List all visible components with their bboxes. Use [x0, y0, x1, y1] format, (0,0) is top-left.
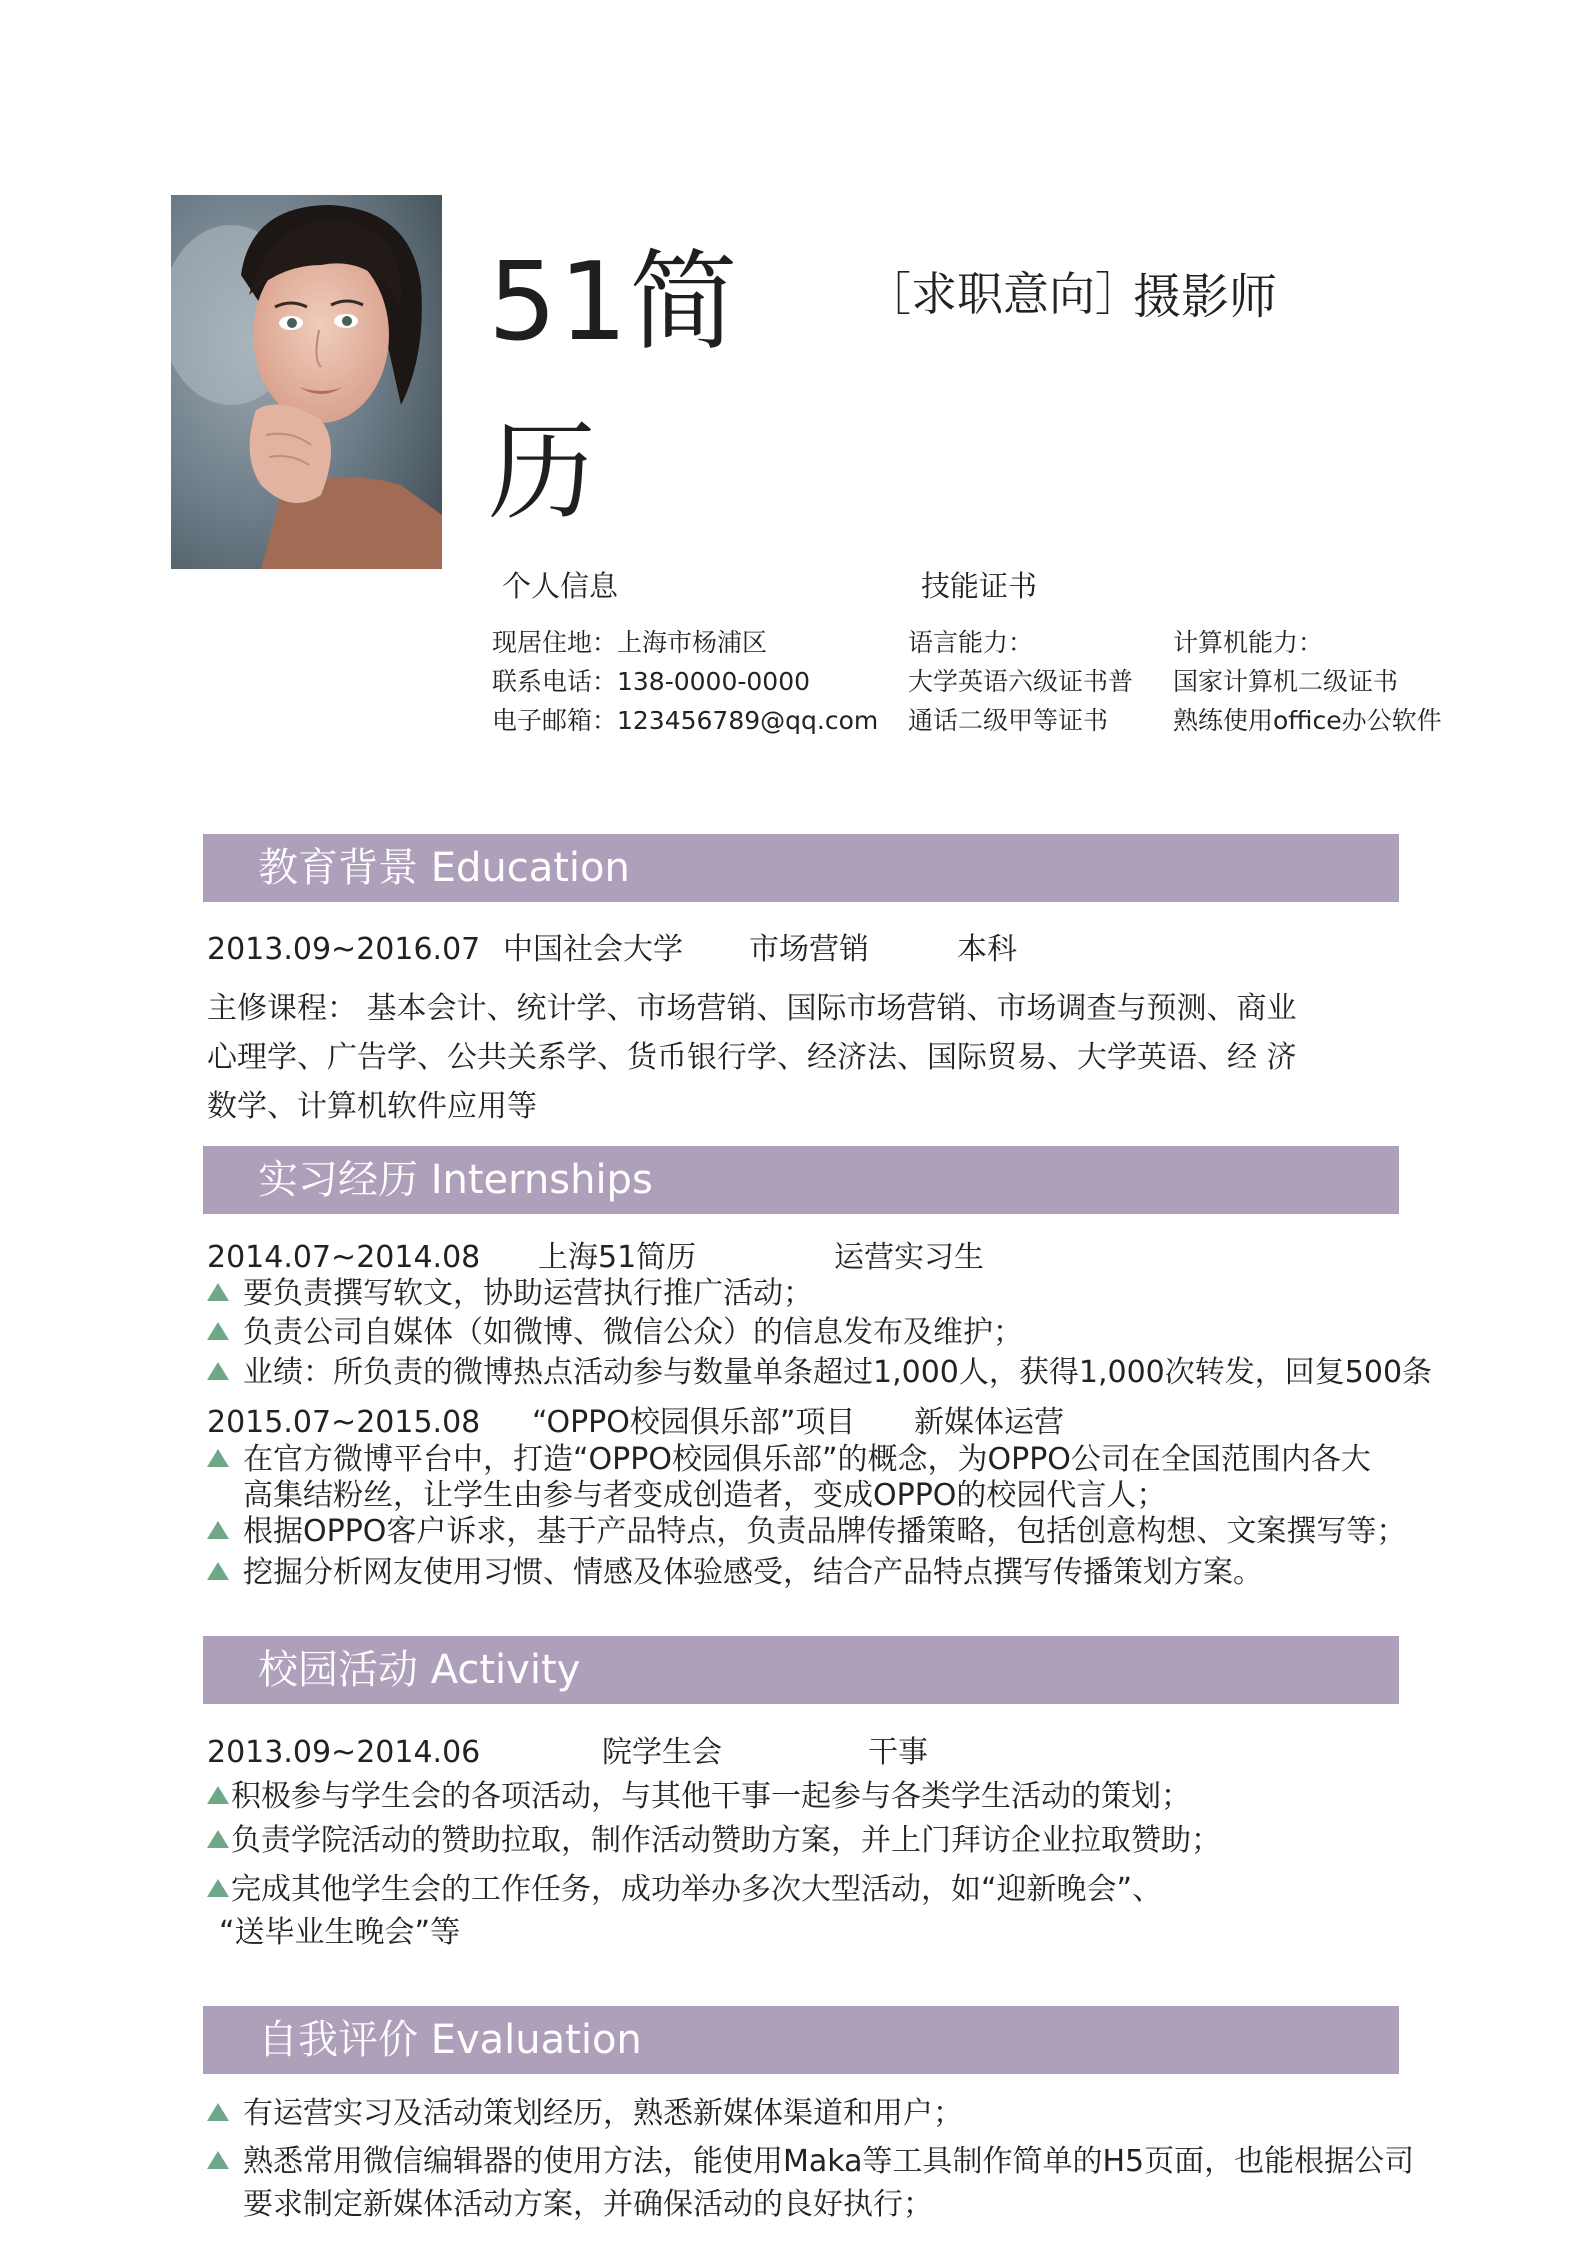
internships-title: 实习经历 Internships — [258, 1157, 653, 1203]
internship-bullet: 要负责撰写软文，协助运营执行推广活动； — [207, 1274, 813, 1314]
triangle-bullet-icon — [207, 2151, 229, 2169]
triangle-bullet-icon — [207, 1449, 229, 1467]
triangle-bullet-icon — [207, 1786, 229, 1804]
triangle-bullet-icon — [207, 1283, 229, 1301]
evaluation-bullet: 熟悉常用微信编辑器的使用方法，能使用Maka等工具制作简单的H5页面，也能根据公司 — [207, 2142, 1414, 2182]
internship-company: “OPPO校园俱乐部”项目 — [532, 1405, 856, 1440]
triangle-bullet-icon — [207, 1562, 229, 1580]
job-intent-value: 摄影师 — [1133, 269, 1278, 325]
language-line: 通话二级甲等证书 — [908, 706, 1109, 735]
evaluation-title: 自我评价 Evaluation — [258, 2017, 642, 2063]
internship-bullet: 负责公司自媒体（如微博、微信公众）的信息发布及维护； — [207, 1313, 1023, 1353]
computer-skills — [1173, 623, 1442, 740]
education-degree: 本科 — [957, 932, 1017, 967]
education-courses — [207, 984, 1297, 1131]
internship-bullet: 业绩：所负责的微博热点活动参与数量单条超过1,000人，获得1,000次转发，回复500条 — [207, 1353, 1432, 1393]
activity-role: 干事 — [868, 1735, 928, 1770]
email: 电子邮箱：123456789@qq.com — [492, 706, 879, 735]
internship-bullet-continued: 高集结粉丝，让学生由参与者变成创造者，变成OPPO的校园代言人； — [243, 1478, 1167, 1513]
internship-period: 2014.07~2014.08 — [207, 1240, 481, 1275]
phone: 联系电话：138-0000-0000 — [492, 667, 811, 696]
activity-title: 校园活动 Activity — [258, 1647, 581, 1693]
triangle-bullet-icon — [207, 2103, 229, 2121]
computer-line: 熟练使用office办公软件 — [1173, 706, 1442, 735]
triangle-bullet-icon — [207, 1521, 229, 1539]
education-title: 教育背景 Education — [258, 845, 630, 891]
courses-line: 心理学、广告学、公共关系学、货币银行学、经济法、国际贸易、大学英语、经 济 — [207, 1040, 1297, 1075]
education-school: 中国社会大学 — [503, 932, 683, 967]
evaluation-section-bar — [203, 2006, 1399, 2074]
activity-bullet: 负责学院活动的赞助拉取，制作活动赞助方案，并上门拜访企业拉取赞助； — [207, 1821, 1221, 1861]
internship-period: 2015.07~2015.08 — [207, 1405, 481, 1440]
courses-line: 主修课程： 基本会计、统计学、市场营销、国际市场营销、市场调查与预测、商业 — [207, 991, 1297, 1026]
triangle-bullet-icon — [207, 1362, 229, 1380]
triangle-bullet-icon — [207, 1830, 229, 1848]
education-period: 2013.09~2016.07 — [207, 932, 481, 967]
computer-label: 计算机能力： — [1173, 628, 1324, 657]
internship-role: 新媒体运营 — [914, 1405, 1064, 1440]
activity-org: 院学生会 — [602, 1735, 722, 1770]
courses-line: 数学、计算机软件应用等 — [207, 1089, 537, 1124]
activity-bullet: 完成其他学生会的工作任务，成功举办多次大型活动，如“迎新晚会”、 — [207, 1870, 1162, 1910]
activity-period: 2013.09~2014.06 — [207, 1735, 481, 1770]
internship-company: 上海51简历 — [538, 1240, 697, 1275]
internship-bullet: 根据OPPO客户诉求，基于产品特点，负责品牌传播策略，包括创意构想、文案撰写等； — [207, 1512, 1406, 1552]
triangle-bullet-icon — [207, 1322, 229, 1340]
evaluation-bullet: 有运营实习及活动策划经历，熟悉新媒体渠道和用户； — [207, 2094, 963, 2134]
internship-bullet: 在官方微博平台中，打造“OPPO校园俱乐部”的概念，为OPPO公司在全国范围内各大 — [207, 1440, 1371, 1480]
job-intent-label: ［求职意向］ — [865, 267, 1141, 321]
personal-info-heading: 个人信息 — [502, 569, 619, 603]
education-major: 市场营销 — [749, 932, 869, 967]
language-label: 语言能力： — [908, 628, 1034, 657]
activity-bullet: 积极参与学生会的各项活动，与其他干事一起参与各类学生活动的策划； — [207, 1777, 1191, 1817]
address: 现居住地：上海市杨浦区 — [492, 628, 768, 657]
computer-line: 国家计算机二级证书 — [1173, 667, 1399, 696]
language-line: 大学英语六级证书普 — [908, 667, 1134, 696]
internships-section-bar — [203, 1146, 1399, 1214]
language-skills — [908, 623, 1133, 740]
triangle-bullet-icon — [207, 1879, 229, 1897]
activity-section-bar — [203, 1636, 1399, 1704]
education-section-bar — [203, 834, 1399, 902]
evaluation-bullet-continued: 要求制定新媒体活动方案，并确保活动的良好执行； — [243, 2187, 933, 2222]
personal-info — [492, 623, 878, 740]
resume-name: 51简历 — [488, 240, 740, 535]
internship-role: 运营实习生 — [834, 1240, 984, 1275]
activity-bullet-continued: “送毕业生晚会”等 — [219, 1915, 461, 1950]
internship-bullet: 挖掘分析网友使用习惯、情感及体验感受，结合产品特点撰写传播策划方案。 — [207, 1553, 1263, 1593]
profile-photo — [171, 195, 442, 569]
skills-heading: 技能证书 — [921, 569, 1038, 603]
